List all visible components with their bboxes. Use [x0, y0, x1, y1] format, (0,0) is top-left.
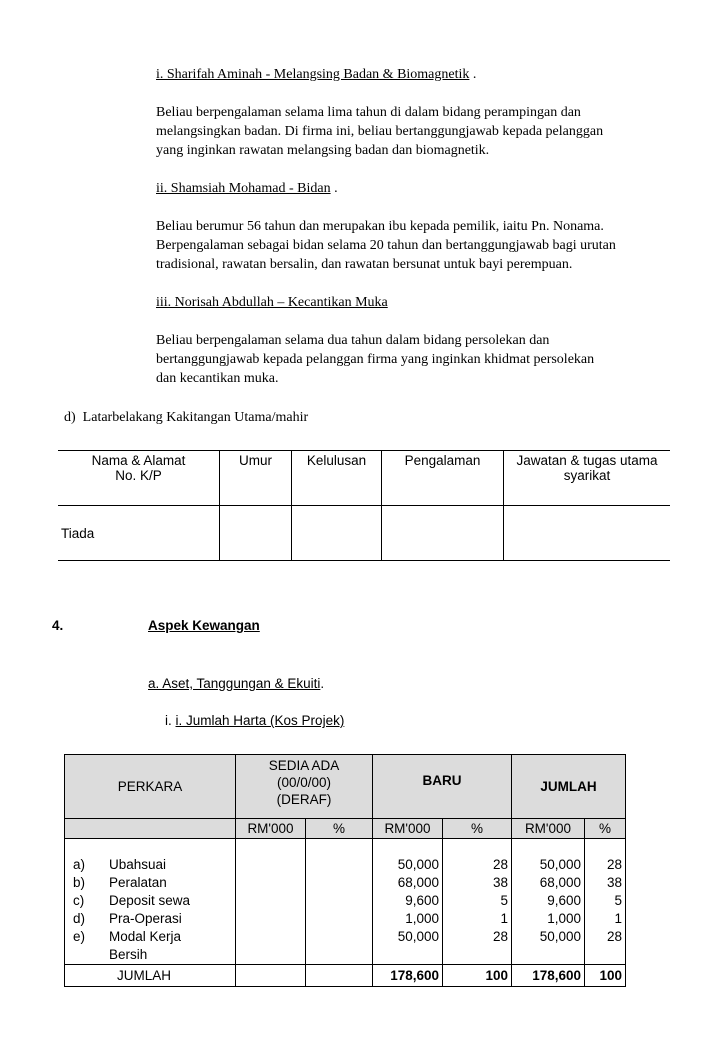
- value: 28: [492, 929, 508, 944]
- staff-1-desc-line: Beliau berpengalaman selama lima tahun di dalam bidang perampingan dan: [156, 105, 581, 120]
- cell-pengalaman: [382, 506, 504, 561]
- subheader-pct: %: [306, 819, 373, 839]
- header-perkara: PERKARA: [65, 755, 236, 819]
- staff-2-desc-line: Berpengalaman sebagai bidan selama 20 tahun dan bertanggungjawab bagi urutan: [156, 238, 616, 253]
- header-nama: Nama & Alamat No. K/P: [58, 451, 220, 506]
- staff-3-desc-line: bertanggungjawab kepada pelanggan firma yang inginkan khidmat persolekan: [156, 352, 595, 367]
- baru-pct-col: [443, 839, 512, 965]
- section-d-title: Latarbelakang Kakitangan Utama/mahir: [82, 410, 309, 425]
- baru-rm-col: [373, 839, 443, 965]
- value: 1: [500, 911, 508, 926]
- header-sedia-ada: SEDIA ADA (00/0/00) (DERAF): [236, 755, 373, 819]
- value: 9,600: [547, 893, 581, 908]
- value: 9,600: [405, 893, 439, 908]
- list-item: e) Modal Kerja Bersih: [73, 929, 182, 962]
- subheader-rm: RM'000: [512, 819, 585, 839]
- section-4a-heading: a. Aset, Tanggungan & Ekuiti.: [148, 676, 325, 691]
- value: 50,000: [539, 857, 581, 872]
- finance-items-row: [65, 839, 626, 965]
- staff-2-desc-line: Beliau berumur 56 tahun dan merupakan ibu kepada pemilik, iaitu Pn. Nonama.: [156, 219, 604, 234]
- list-item: c) Deposit sewa: [73, 893, 191, 908]
- section-4-number: 4.: [52, 618, 64, 633]
- total-label: JUMLAH: [65, 965, 236, 987]
- value: 50,000: [397, 857, 439, 872]
- staff-3-heading: iii. Norisah Abdullah – Kecantikan Muka: [156, 295, 388, 310]
- table-header-row: [58, 451, 670, 506]
- value: 68,000: [397, 875, 439, 890]
- header-baru: BARU: [373, 755, 512, 819]
- staff-1-desc-line: yang inginkan rawatan melangsing badan dan biomagnetik.: [156, 143, 490, 158]
- cell-nama: Tiada: [58, 506, 220, 561]
- list-item: d) Pra-Operasi: [73, 911, 182, 926]
- header-jawatan: Jawatan & tugas utama syarikat: [504, 451, 671, 506]
- subheader-rm: RM'000: [236, 819, 306, 839]
- section-d-label: d): [64, 410, 76, 425]
- staff-3-desc-line: Beliau berpengalaman selama dua tahun dalam bidang persolekan dan: [156, 333, 550, 348]
- total-baru: 178,600: [373, 965, 443, 987]
- jumlah-rm-col: [512, 839, 585, 965]
- staff-3-desc-line: dan kecantikan muka.: [156, 371, 279, 386]
- value: 5: [500, 893, 508, 908]
- staff-background-table: [58, 450, 670, 561]
- total-jumlah: 178,600: [512, 965, 585, 987]
- value: 50,000: [539, 929, 581, 944]
- finance-header-row: [65, 755, 626, 819]
- section-d-heading: [64, 410, 308, 426]
- value: 68,000: [539, 875, 581, 890]
- subheader-pct: %: [585, 819, 626, 839]
- value: 28: [606, 929, 622, 944]
- staff-1-heading: i. Sharifah Aminah - Melangsing Badan & Biomagnetik .: [156, 67, 477, 82]
- header-kelulusan: Kelulusan: [292, 451, 382, 506]
- table-row: [58, 506, 670, 561]
- value: 28: [492, 857, 508, 872]
- total-baru-pct: 100: [443, 965, 512, 987]
- sedia-rm-cell: [236, 839, 306, 965]
- value: 50,000: [397, 929, 439, 944]
- finance-total-row: [65, 965, 626, 987]
- subheader-pct: %: [443, 819, 512, 839]
- value: 1,000: [405, 911, 439, 926]
- value: 28: [606, 857, 622, 872]
- value: 5: [614, 893, 622, 908]
- sedia-pct-cell: [306, 839, 373, 965]
- staff-1-desc-line: melangsingkan badan. Di firma ini, beliau bertanggungjawab kepada pelanggan: [156, 124, 604, 139]
- section-4-title: Aspek Kewangan: [148, 618, 260, 633]
- total-jumlah-pct: 100: [585, 965, 626, 987]
- total-sedia-rm: [236, 965, 306, 987]
- cell-kelulusan: [292, 506, 382, 561]
- header-jumlah: JUMLAH: [512, 755, 626, 819]
- finance-table: [64, 754, 626, 987]
- value: 1: [614, 911, 622, 926]
- staff-2-desc-line: tradisional, rawatan bersalin, dan rawatan bersunat untuk bayi perempuan.: [156, 257, 573, 272]
- subheader-blank: [65, 819, 236, 839]
- value: 38: [492, 875, 508, 890]
- section-4a-i-heading: i. i. Jumlah Harta (Kos Projek): [165, 713, 345, 728]
- list-item: a) Ubahsuai: [73, 857, 167, 872]
- value: 1,000: [547, 911, 581, 926]
- total-sedia-pct: [306, 965, 373, 987]
- finance-subheader-row: [65, 819, 626, 839]
- subheader-rm: RM'000: [373, 819, 443, 839]
- items-list: [65, 839, 236, 965]
- list-item: b) Peralatan: [73, 875, 167, 890]
- cell-jawatan: [504, 506, 671, 561]
- header-umur: Umur: [220, 451, 292, 506]
- staff-section: [156, 65, 696, 388]
- value: 38: [606, 875, 622, 890]
- cell-umur: [220, 506, 292, 561]
- jumlah-pct-col: [585, 839, 626, 965]
- staff-2-heading: ii. Shamsiah Mohamad - Bidan .: [156, 181, 338, 196]
- header-pengalaman: Pengalaman: [382, 451, 504, 506]
